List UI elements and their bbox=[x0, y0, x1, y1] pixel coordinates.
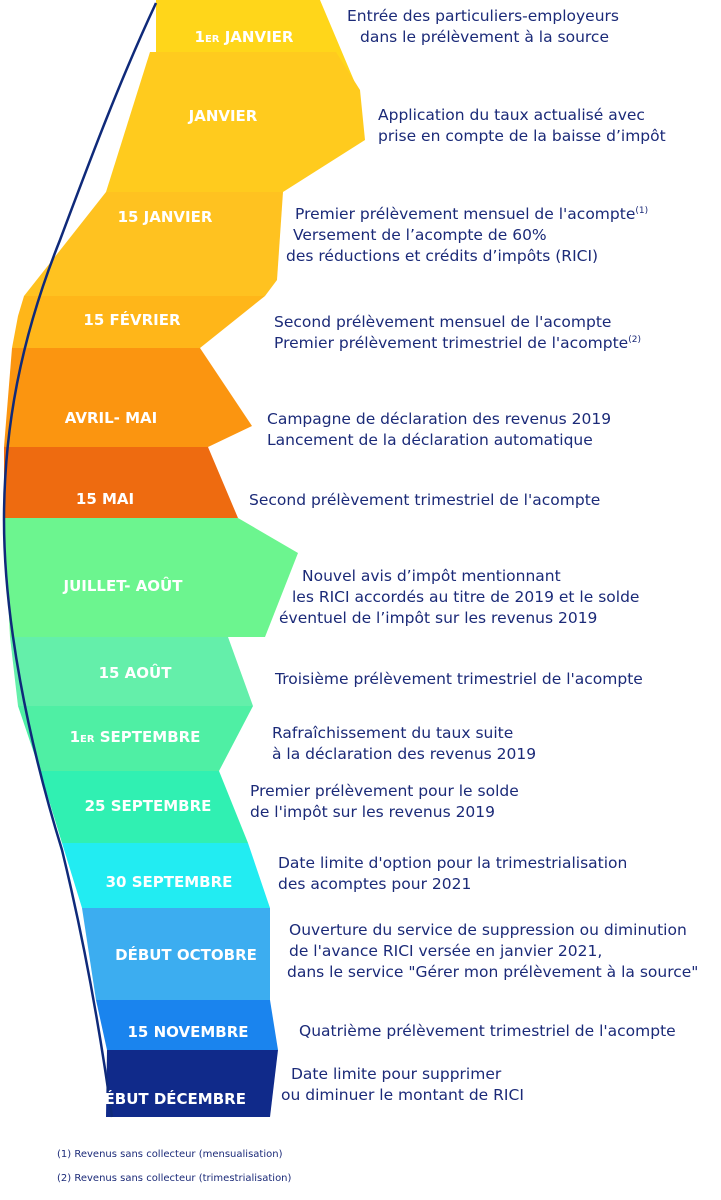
date-prefix: 1 bbox=[194, 28, 205, 46]
event-description-text: à la déclaration des revenus 2019 bbox=[272, 745, 537, 763]
event-date-label: JANVIER bbox=[188, 107, 258, 125]
event-description-text: Application du taux actualisé avec bbox=[378, 106, 645, 124]
event-description-text: des réductions et crédits d’impôts (RICI) bbox=[286, 247, 599, 265]
event-description-text: Entrée des particuliers-employeurs bbox=[347, 7, 619, 25]
event-date-label: 15 NOVEMBRE bbox=[127, 1023, 249, 1041]
event-description bbox=[286, 204, 649, 267]
event-description-line bbox=[272, 723, 536, 744]
event-description-line bbox=[286, 246, 648, 267]
event-description-text: Rafraîchissement du taux suite bbox=[272, 724, 514, 742]
event-description-text: Ouverture du service de suppression ou diminution bbox=[289, 921, 687, 939]
event-description-text: de l'impôt sur les revenus 2019 bbox=[250, 803, 496, 821]
event-description bbox=[378, 105, 666, 147]
event-date-label: 15 AOÛT bbox=[98, 664, 172, 682]
event-description-text: Premier prélèvement pour le solde bbox=[250, 782, 519, 800]
event-description-text: Date limite d'option pour la trimestrialisation bbox=[278, 854, 628, 872]
event-date-label: DÉBUT DÉCEMBRE bbox=[92, 1090, 246, 1108]
event-description-text: Second prélèvement mensuel de l'acompte bbox=[274, 313, 612, 331]
event-description-line bbox=[347, 6, 619, 27]
event-description-text: éventuel de l’impôt sur les revenus 2019 bbox=[279, 609, 598, 627]
event-description-line bbox=[378, 105, 666, 126]
event-description bbox=[281, 1064, 524, 1106]
event-description-text: Premier prélèvement mensuel de l'acompte bbox=[295, 205, 636, 223]
event-description-line bbox=[293, 225, 648, 246]
event-description-line bbox=[275, 669, 643, 690]
event-description-line bbox=[281, 1085, 524, 1106]
event-description-line bbox=[292, 587, 639, 608]
event-description-text: dans le prélèvement à la source bbox=[360, 28, 609, 46]
event-description-line bbox=[279, 608, 639, 629]
event-description-line bbox=[360, 27, 619, 48]
event-description-text: ou diminuer le montant de RICI bbox=[281, 1086, 524, 1104]
date-prefix: 1 bbox=[69, 728, 80, 746]
event-description-line bbox=[378, 126, 666, 147]
event-date-label: 15 MAI bbox=[75, 490, 135, 508]
event-description-line bbox=[287, 962, 698, 983]
event-description-line bbox=[274, 333, 641, 354]
event-description-text: dans le service "Gérer mon prélèvement à la source" bbox=[287, 963, 699, 981]
footnote-ref: (1) bbox=[635, 206, 649, 216]
event-date-label: 15 FÉVRIER bbox=[83, 311, 181, 329]
event-description-line bbox=[291, 1064, 524, 1085]
event-description-line bbox=[249, 490, 600, 511]
footnote-2: (2) Revenus sans collecteur (trimestrialisation) bbox=[57, 1173, 292, 1184]
event-description-text: Second prélèvement trimestriel de l'acompte bbox=[249, 491, 601, 509]
footnote-ref: (2) bbox=[628, 335, 641, 345]
event-description-line bbox=[278, 874, 627, 895]
event-description-text: prise en compte de la baisse d’impôt bbox=[378, 127, 666, 145]
date-text: JANVIER bbox=[219, 28, 294, 46]
event-description-text: des acomptes pour 2021 bbox=[278, 875, 472, 893]
event-description-text: Date limite pour supprimer bbox=[291, 1065, 502, 1083]
event-description-text: Lancement de la déclaration automatique bbox=[267, 431, 593, 449]
event-description bbox=[275, 669, 643, 690]
event-description-text: Premier prélèvement trimestriel de l'acompte bbox=[274, 334, 629, 352]
event-date-label: JUILLET- AOÛT bbox=[63, 577, 183, 595]
event-description-text: Quatrième prélèvement trimestriel de l'acompte bbox=[299, 1022, 676, 1040]
date-prefix-suffix: ER bbox=[204, 34, 220, 45]
event-description bbox=[267, 409, 611, 451]
event-description-line bbox=[267, 430, 611, 451]
event-description-line bbox=[267, 409, 611, 430]
event-description-text: Nouvel avis d’impôt mentionnant bbox=[302, 567, 561, 585]
event-description-text: Campagne de déclaration des revenus 2019 bbox=[267, 410, 612, 428]
date-prefix-suffix: ER bbox=[80, 734, 95, 745]
event-date-label: 25 SEPTEMBRE bbox=[84, 797, 212, 815]
event-description-line bbox=[250, 781, 519, 802]
event-description-line bbox=[250, 802, 519, 823]
event-description bbox=[274, 312, 641, 354]
event-date-label: 15 JANVIER bbox=[117, 208, 213, 226]
date-text: SEPTEMBRE bbox=[94, 728, 201, 746]
event-description-line bbox=[302, 566, 639, 587]
event-description bbox=[279, 566, 640, 629]
event-description-line bbox=[289, 941, 698, 962]
event-description bbox=[289, 920, 698, 983]
event-description bbox=[347, 6, 619, 48]
event-description bbox=[278, 853, 627, 895]
event-description-text: les RICI accordés au titre de 2019 et le solde bbox=[292, 588, 640, 606]
event-description-line bbox=[289, 920, 698, 941]
event-description-line bbox=[272, 744, 536, 765]
event-description-line bbox=[278, 853, 627, 874]
event-description bbox=[249, 490, 600, 511]
footnote-1: (1) Revenus sans collecteur (mensualisation) bbox=[57, 1149, 283, 1160]
event-description-line bbox=[274, 312, 641, 333]
event-description-line bbox=[295, 204, 648, 225]
event-date-label: AVRIL- MAI bbox=[64, 409, 158, 427]
event-date-label: DÉBUT OCTOBRE bbox=[115, 946, 257, 964]
event-description bbox=[272, 723, 536, 765]
event-date-label: 30 SEPTEMBRE bbox=[105, 873, 233, 891]
event-description bbox=[250, 781, 519, 823]
event-description-text: de l'avance RICI versée en janvier 2021, bbox=[289, 942, 603, 960]
timeline-band bbox=[4, 348, 252, 447]
event-description bbox=[299, 1021, 676, 1042]
event-description-line bbox=[299, 1021, 676, 1042]
event-description-text: Troisième prélèvement trimestriel de l'acompte bbox=[275, 670, 643, 688]
event-description-text: Versement de l’acompte de 60% bbox=[293, 226, 547, 244]
